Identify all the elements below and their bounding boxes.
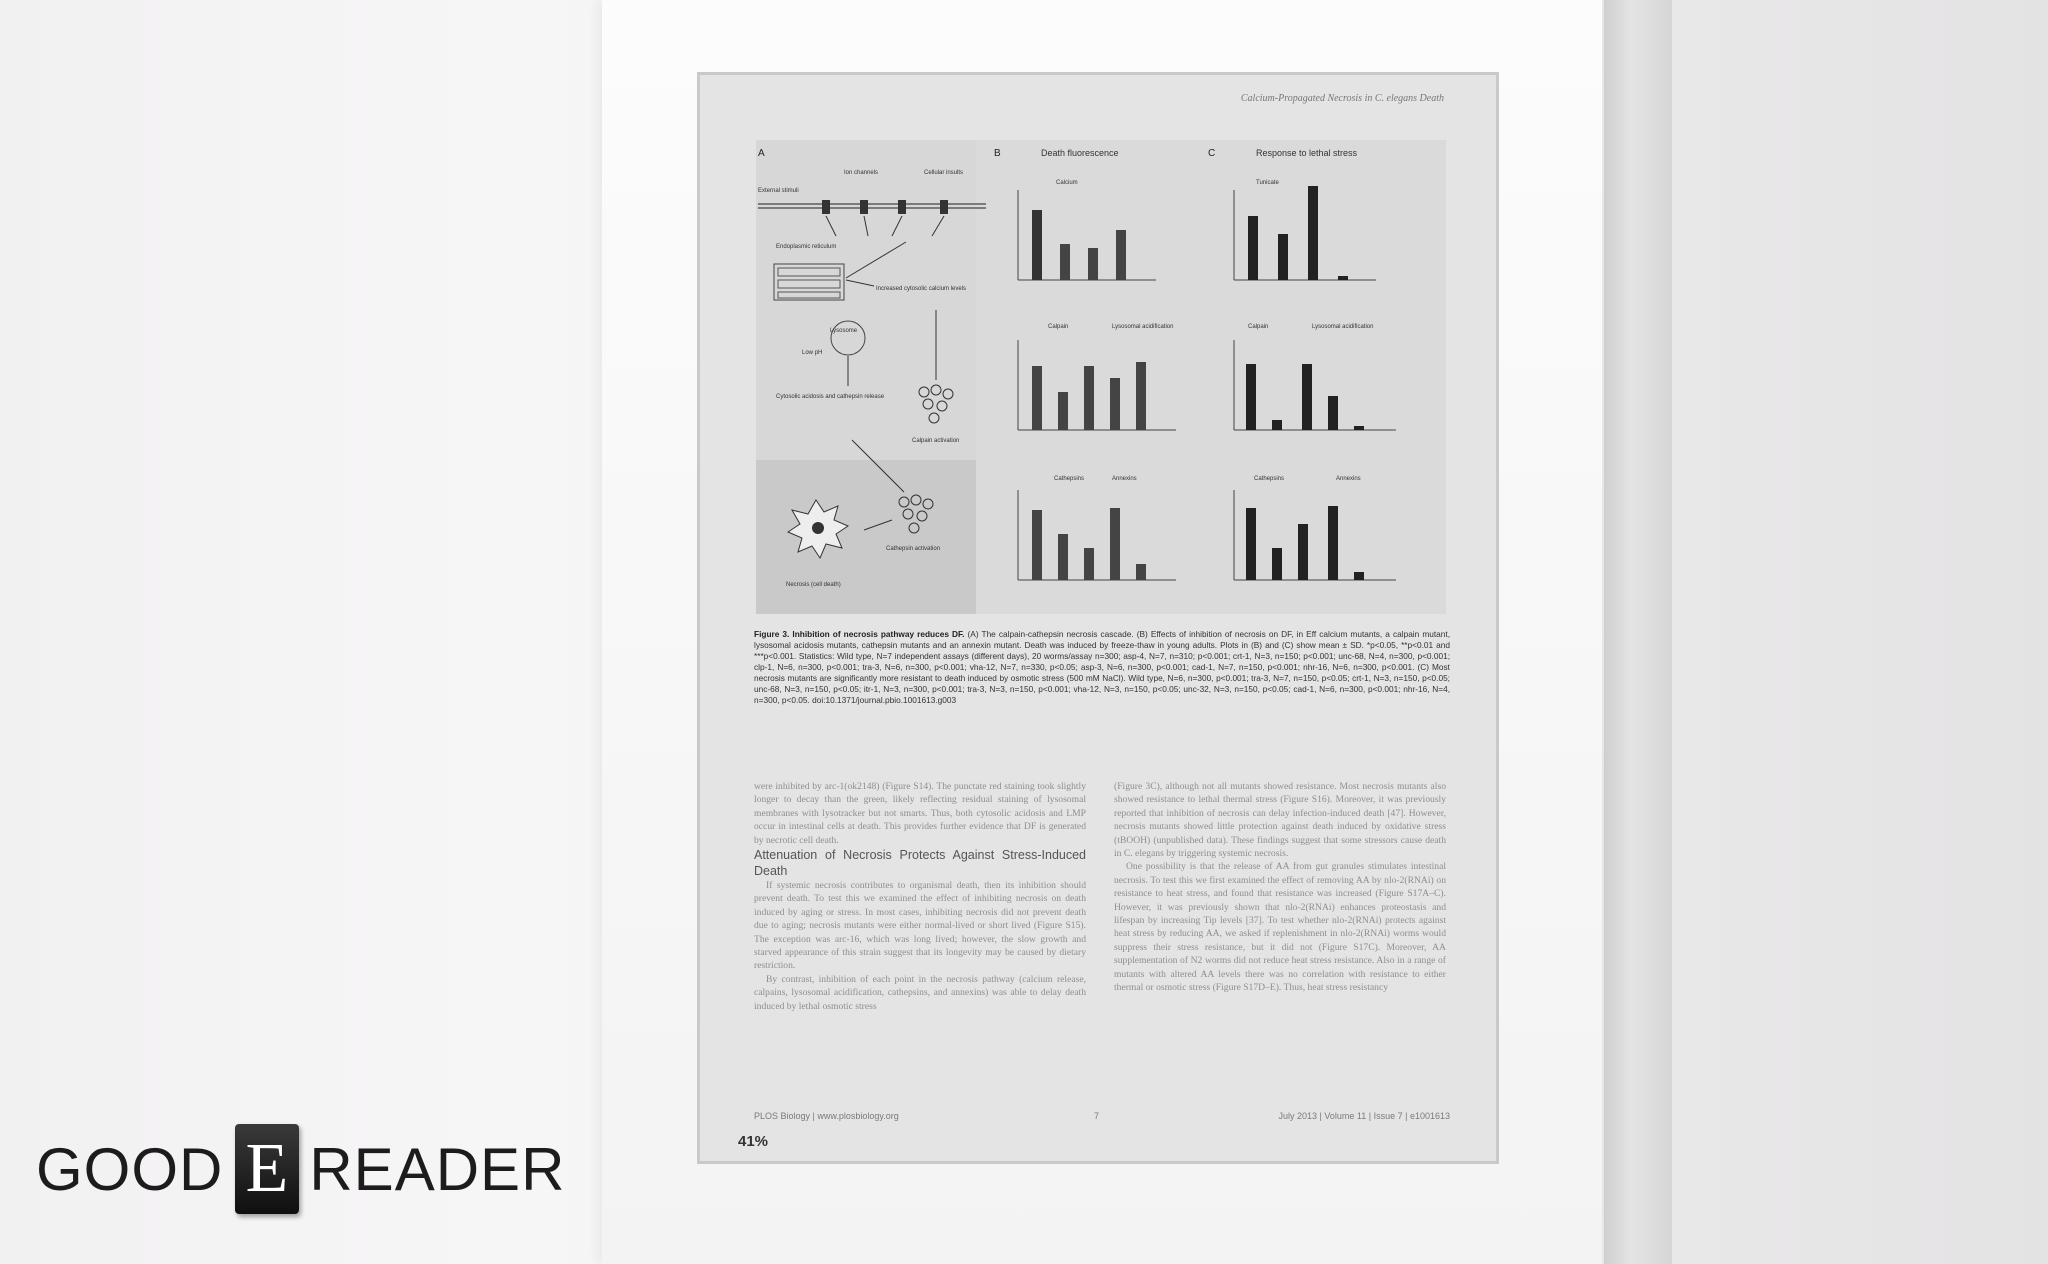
ereader-device-edge (1604, 0, 1672, 1264)
footer-journal: PLOS Biology | www.plosbiology.org (754, 1111, 899, 1121)
subplot-c-cathepsins-title: Cathepsins (1254, 476, 1285, 482)
subplot-c-annexins-title: Annexins (1336, 476, 1361, 482)
panel-c-label: C (1208, 148, 1216, 159)
body-paragraph: were inhibited by arc-1(ok2148) (Figure S14). The punctate red staining took slightly longer to decay than the green, likely reflecting residual staining of lysosomal membranes with lysotracker but not smarts. Thus, both cytosolic acidosis and LMP occur in intestinal cells at death. This provides further evidence that DF is generated by necrotic cell death. (754, 781, 1086, 846)
panel-b-label: B (994, 148, 1001, 159)
subplot-b-calpain-title: Calpain (1048, 324, 1069, 330)
cascade-cytosolic-calcium: Increased cytosolic calcium levels (876, 286, 967, 292)
footer-page-number: 7 (1094, 1111, 1100, 1121)
body-paragraph: By contrast, inhibition of each point in the necrosis pathway (calcium release, calpains, lysosomal acidification, cathepsins, and annexins) was able to delay death induced by lethal osmotic stress (754, 973, 1086, 1012)
figure-caption (754, 629, 1450, 706)
cascade-calpain-activation: Calpain activation (912, 438, 960, 444)
subplot-c-lysosomal-title: Lysosomal acidification (1312, 324, 1374, 330)
footer-issue: July 2013 | Volume 11 | Issue 7 | e1001613 (1278, 1111, 1450, 1121)
subplot-b-lysosomal-title: Lysosomal acidification (1112, 324, 1174, 330)
cascade-cellular-insults: Cellular insults (924, 170, 964, 176)
running-head: Calcium-Propagated Necrosis in C. elegans Death (1240, 93, 1444, 104)
body-paragraph: One possibility is that the release of AA from gut granules stimulates intestinal necrosis. To test this we first examined the effect of removing AA by nlo-2(RNAi) on resistance to heat stress, and found that resistance was increased (Figure S17A–C). However, it was previously shown that nlo-2(RNAi) enhances proteostasis and lifespan by increasing Tip levels [37]. To test whether nlo-2(RNAi) protects against heat stress by reducing AA, we asked if replenishment in nlo-2(RNAi) worms would suppress their stress resistance, but it did not (Figure S17C). Moreover, AA supplementation of N2 worms did not reduce heat stress resistance. Also in a range of mutants with altered AA levels there was no correlation with resistance to either thermal or osmotic stress (Figure S17D–E). Thus, heat stress resistancy (1114, 861, 1446, 994)
caption-text: (A) The calpain-cathepsin necrosis cascade. (B) Effects of inhibition of necrosis on DF, in Eff calcium mutants, a calpain mutant, lysosomal acidosis mutants, cathepsin mutants and an annexin mutant. Death was induced by freeze-thaw in young adults. Plots in (B) and (C) show mean ± SD. *p<0.05, **p<0.01 and ***p<0.001. Statistics: Wild type, N=7 independent assays (different days), 20 worms/assay n=300; asp-4, N=7, n=310; p<0.001; crt-1, N=3, n=150; p<0.001; unc-68, N=4, n=300, p<0.001; clp-1, N=6, n=300, p<0.001; tra-3, N=6, n=300, p<0.001; vha-12, N=7, n=330, p<0.05; asp-3, N=6, n=300, p<0.001; cad-1, N=7, n=150, p<0.001; nhr-16, N=6, n=300, p<0.001. (C) Most necrosis mutants are significantly more resistant to death induced by osmotic stress (500 mM NaCl). Wild type, N=6, n=300, p<0.001; tra-3, N=7, n=150, p<0.05; crt-1, N=3, n=150, p<0.05; unc-68, N=3, n=150, p<0.05; itr-1, N=3, n=300, p<0.001; tra-3, N=3, n=150, p<0.001; vha-12, N=3, n=150, p<0.05; unc-32, N=3, n=150, p<0.05; cad-1, N=6, n=300, p<0.001; nhr-16, N=4, n=300, p<0.05. doi:10.1371/journal.pbio.1001613.g003 (754, 629, 1451, 705)
body-column-left (754, 780, 1086, 1013)
figure-3-graphic (756, 140, 1446, 614)
panel-c-title: Response to lethal stress (1256, 148, 1358, 158)
cascade-low-ph: Low pH (802, 350, 823, 356)
cascade-necrosis-death: Necrosis (cell death) (786, 582, 841, 588)
cascade-external-stimuli: External stimuli (758, 188, 799, 194)
brand-right: READER (309, 1135, 566, 1203)
subplot-c-calpain-title: Calpain (1248, 324, 1269, 330)
body-paragraph: (Figure 3C), although not all mutants showed resistance. Most necrosis mutants also showed resistance to lethal thermal stress (Figure S16). Moreover, it was previously reported that inhibition of necrosis can delay infection-induced death [47]. However, necrosis mutants showed little protection against death induced by oxidative stress (tBOOH) (unpublished data). These findings suggest that some stressors cause death in C. elegans by triggering systemic necrosis. (1114, 781, 1446, 860)
cascade-cathepsin-activation: Cathepsin activation (886, 546, 941, 552)
brand-left: GOOD (36, 1135, 224, 1203)
eink-screen[interactable] (697, 72, 1499, 1164)
cascade-lysosome: Lysosome (830, 328, 858, 334)
subplot-b-cathepsins-title: Cathepsins (1054, 476, 1085, 482)
panel-a-label: A (758, 148, 765, 159)
panel-b-title: Death fluorescence (1041, 148, 1119, 158)
cascade-er: Endoplasmic reticulum (776, 244, 837, 250)
brand-logo (36, 1128, 565, 1210)
subplot-c-tunicate-title: Tunicate (1256, 180, 1279, 186)
cascade-acidosis: Cytosolic acidosis and cathepsin release (776, 394, 885, 400)
brand-e-icon: E (235, 1124, 299, 1214)
cascade-ion-channels: Ion channels (844, 170, 879, 176)
caption-bold: Figure 3. Inhibition of necrosis pathway reduces DF. (754, 629, 965, 639)
body-column-right (1114, 780, 1446, 995)
figure-3 (756, 140, 1446, 614)
reading-progress: 41% (738, 1133, 769, 1150)
section-heading: Attenuation of Necrosis Protects Against Stress-Induced Death (754, 848, 1086, 879)
subplot-b-calcium-title: Calcium (1056, 180, 1078, 186)
subplot-b-annexins-title: Annexins (1112, 476, 1137, 482)
body-paragraph: If systemic necrosis contributes to organismal death, then its inhibition should prevent death. To test this we examined the effect of inhibiting necrosis on death induced by aging or stress. In most cases, inhibiting necrosis did not prevent death due to aging; necrosis mutants were either normal-lived or short lived (Figure S15). The exception was arc-16, which was long lived; however, the slow growth and starved appearance of this strain suggest that its longevity may be caused by dietary restriction. (754, 880, 1086, 972)
